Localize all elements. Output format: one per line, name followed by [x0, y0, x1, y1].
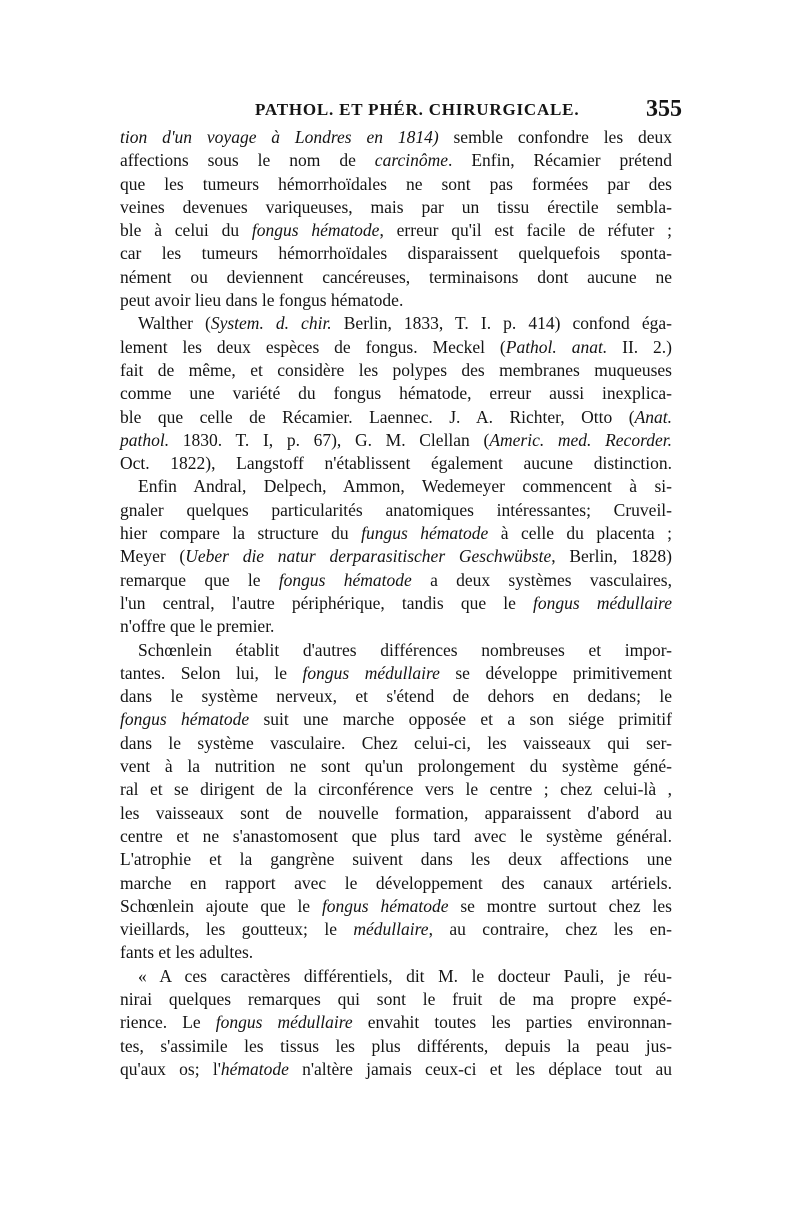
- text-line: [120, 755, 672, 778]
- text-line: [120, 732, 672, 755]
- italic-segment: fongus hématode: [278, 569, 412, 590]
- text-line: [120, 452, 672, 475]
- italic-segment: fongus hématode: [321, 895, 449, 916]
- text-line: [120, 382, 672, 405]
- text-segment: affections sous le nom de: [120, 150, 375, 171]
- text-line: [120, 475, 672, 498]
- italic-segment: pathol.: [120, 429, 170, 450]
- text-line: [120, 149, 672, 172]
- text-segment: dans le système nerveux, et s'étend de dehors en dedans; le: [120, 686, 672, 707]
- italic-segment: fongus médullaire: [215, 1012, 353, 1033]
- italic-segment: fongus hématode: [120, 709, 250, 730]
- text-segment: vent à la nutrition ne sont qu'un prolongement du système géné-: [120, 756, 672, 777]
- text-segment: comme une variété du fongus hématode, erreur aussi inexplica-: [120, 383, 672, 404]
- text-segment: , au contraire, chez les en-: [428, 919, 672, 940]
- text-segment: Enfin Andral, Delpech, Ammon, Wedemeyer commencent à si-: [138, 476, 672, 497]
- italic-segment: Ueber die natur derparasitischer Geschwübste: [185, 546, 552, 567]
- text-line: [120, 1011, 672, 1034]
- text-line: [120, 802, 672, 825]
- text-segment: « A ces caractères différentiels, dit M. le docteur Pauli, je réu-: [138, 965, 672, 986]
- text-line: [120, 965, 672, 988]
- text-segment: fait de même, et considère les polypes des membranes muqueuses: [120, 359, 672, 380]
- page-number: 355: [646, 96, 682, 122]
- italic-segment: Americ. med. Recorder.: [489, 429, 672, 450]
- italic-segment: hématode: [220, 1058, 289, 1079]
- text-line: [120, 219, 672, 242]
- text-segment: Meyer (: [120, 546, 186, 567]
- text-line: [120, 918, 672, 941]
- text-segment: a deux systèmes vasculaires,: [411, 569, 672, 590]
- text-line: [120, 312, 672, 335]
- text-segment: car les tumeurs hémorrhoïdales disparaissent quelquefois sponta-: [120, 243, 672, 264]
- italic-segment: carcinôme: [374, 150, 449, 171]
- italic-segment: Pathol. anat.: [505, 336, 608, 357]
- text-segment: semble confondre les deux: [438, 127, 672, 147]
- text-segment: centre et ne s'anastomosent que plus tard avec le système général.: [120, 825, 672, 846]
- italic-segment: tion d'un voyage à Londres en 1814): [120, 127, 439, 147]
- text-segment: à celle du placenta ;: [488, 523, 672, 544]
- text-segment: ble que celle de Récamier. Laennec. J. A. Richter, Otto (: [120, 406, 635, 427]
- text-segment: marche en rapport avec le développement des canaux artériels.: [120, 872, 672, 893]
- text-segment: Schœnlein établit d'autres différences nombreuses et impor-: [138, 639, 672, 660]
- text-segment: rience. Le: [120, 1012, 216, 1033]
- running-title: PATHOL. ET PHÉR. CHIRURGICALE.: [255, 100, 580, 119]
- text-line: [120, 359, 672, 382]
- text-line: [120, 1058, 672, 1081]
- text-line: [120, 778, 672, 801]
- text-line: [120, 872, 672, 895]
- body-text: [120, 126, 672, 1081]
- text-line: [120, 662, 672, 685]
- text-segment: . Enfin, Récamier prétend: [448, 150, 672, 171]
- text-segment: tes, s'assimile les tissus les plus différents, depuis la peau jus-: [120, 1035, 672, 1056]
- text-line: [120, 289, 672, 312]
- text-segment: ble à celui du: [120, 220, 252, 241]
- text-line: [120, 825, 672, 848]
- text-segment: n'offre que le premier.: [120, 616, 275, 637]
- text-segment: lement les deux espèces de fongus. Meckel (: [120, 336, 506, 357]
- text-line: [120, 126, 672, 149]
- text-line: [120, 639, 672, 662]
- text-segment: nirai quelques remarques qui sont le fruit de ma propre expé-: [120, 988, 672, 1009]
- text-segment: fants et les adultes.: [120, 942, 254, 963]
- italic-segment: fungus hématode: [361, 523, 489, 544]
- text-segment: les vaisseaux sont de nouvelle formation, apparaissent d'abord au: [120, 802, 672, 823]
- text-segment: gnaler quelques particularités anatomiques intéressantes; Cruveil-: [120, 499, 672, 520]
- text-line: [120, 569, 672, 592]
- text-line: [120, 1035, 672, 1058]
- text-segment: Oct. 1822), Langstoff n'établissent également aucune distinction.: [120, 453, 672, 474]
- text-segment: tantes. Selon lui, le: [120, 662, 303, 683]
- text-segment: II. 2.): [607, 336, 673, 357]
- text-segment: qu'aux os; l': [120, 1058, 221, 1079]
- text-segment: Walther (: [138, 313, 211, 334]
- text-line: [120, 941, 672, 964]
- text-line: [120, 988, 672, 1011]
- running-header: [150, 96, 682, 124]
- text-segment: Schœnlein ajoute que le: [120, 895, 322, 916]
- text-line: [120, 173, 672, 196]
- text-line: [120, 196, 672, 219]
- text-segment: veines devenues variqueuses, mais par un tissu érectile sembla-: [120, 196, 672, 217]
- italic-segment: fongus hématode: [251, 220, 380, 241]
- italic-segment: System. d. chir.: [210, 313, 332, 334]
- text-segment: n'altère jamais ceux-ci et les déplace tout au: [288, 1058, 672, 1079]
- text-line: [120, 545, 672, 568]
- text-segment: nément ou deviennent cancéreuses, terminaisons dont aucune ne: [120, 266, 672, 287]
- text-segment: dans le système vasculaire. Chez celui-ci, les vaisseaux qui ser-: [120, 732, 672, 753]
- text-line: [120, 266, 672, 289]
- italic-segment: Anat.: [634, 406, 672, 427]
- text-line: [120, 708, 672, 731]
- text-line: [120, 499, 672, 522]
- text-segment: , erreur qu'il est facile de réfuter ;: [379, 220, 672, 241]
- text-line: [120, 242, 672, 265]
- text-line: [120, 615, 672, 638]
- text-line: [120, 406, 672, 429]
- text-segment: que les tumeurs hémorrhoïdales ne sont pas formées par des: [120, 173, 672, 194]
- text-segment: ral et se dirigent de la circonférence vers le centre ; chez celui-là ,: [120, 779, 672, 800]
- text-line: [120, 685, 672, 708]
- text-segment: remarque que le: [120, 569, 279, 590]
- text-line: [120, 429, 672, 452]
- text-segment: envahit toutes les parties environnan-: [352, 1012, 672, 1033]
- text-segment: Berlin, 1833, T. I. p. 414) confond éga-: [331, 313, 672, 334]
- text-segment: 1830. T. I, p. 67), G. M. Clellan (: [169, 429, 490, 450]
- text-segment: vieillards, les goutteux; le: [120, 919, 354, 940]
- text-segment: , Berlin, 1828): [551, 546, 672, 567]
- italic-segment: fongus médullaire: [302, 662, 440, 683]
- text-segment: L'atrophie et la gangrène suivent dans les deux affections une: [120, 849, 672, 870]
- text-segment: peut avoir lieu dans le fongus hématode.: [120, 290, 404, 311]
- text-segment: hier compare la structure du: [120, 523, 362, 544]
- italic-segment: médullaire: [353, 919, 429, 940]
- text-segment: l'un central, l'autre périphérique, tandis que le: [120, 592, 533, 613]
- text-segment: se montre surtout chez les: [448, 895, 672, 916]
- text-segment: suit une marche opposée et a son siége primitif: [249, 709, 672, 730]
- text-segment: se développe primitivement: [439, 662, 673, 683]
- text-line: [120, 895, 672, 918]
- text-line: [120, 336, 672, 359]
- italic-segment: fongus médullaire: [533, 592, 672, 613]
- text-line: [120, 522, 672, 545]
- text-line: [120, 592, 672, 615]
- text-line: [120, 848, 672, 871]
